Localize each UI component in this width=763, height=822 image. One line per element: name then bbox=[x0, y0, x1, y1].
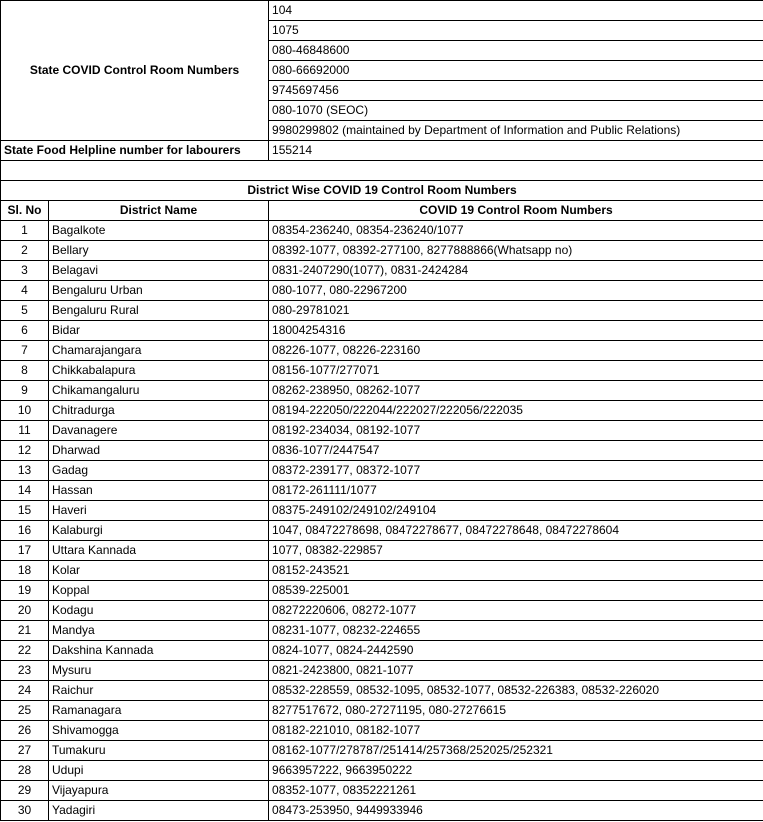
district-numbers: 08352-1077, 08352221261 bbox=[269, 781, 763, 801]
district-sl-no: 4 bbox=[1, 281, 49, 301]
district-numbers: 08539-225001 bbox=[269, 581, 763, 601]
blank-cell bbox=[1, 161, 763, 181]
table-row bbox=[1, 561, 763, 581]
district-sl-no: 10 bbox=[1, 401, 49, 421]
state-label: State COVID Control Room Numbers bbox=[1, 1, 269, 141]
district-name: Dakshina Kannada bbox=[49, 641, 269, 661]
state-number: 080-1070 (SEOC) bbox=[269, 101, 763, 121]
district-name: Udupi bbox=[49, 761, 269, 781]
food-row bbox=[1, 141, 763, 161]
table-row bbox=[1, 681, 763, 701]
header-row bbox=[1, 201, 763, 221]
district-name: Vijayapura bbox=[49, 781, 269, 801]
table-row bbox=[1, 661, 763, 681]
district-name: Tumakuru bbox=[49, 741, 269, 761]
district-numbers: 080-29781021 bbox=[269, 301, 763, 321]
district-numbers: 080-1077, 080-22967200 bbox=[269, 281, 763, 301]
district-name: Bagalkote bbox=[49, 221, 269, 241]
table-row bbox=[1, 601, 763, 621]
district-name: Kodagu bbox=[49, 601, 269, 621]
state-number: 9745697456 bbox=[269, 81, 763, 101]
district-sl-no: 12 bbox=[1, 441, 49, 461]
district-numbers: 9663957222, 9663950222 bbox=[269, 761, 763, 781]
district-name: Bengaluru Urban bbox=[49, 281, 269, 301]
state-number: 080-46848600 bbox=[269, 41, 763, 61]
district-sl-no: 18 bbox=[1, 561, 49, 581]
district-sl-no: 23 bbox=[1, 661, 49, 681]
district-numbers: 08372-239177, 08372-1077 bbox=[269, 461, 763, 481]
district-numbers: 08272220606, 08272-1077 bbox=[269, 601, 763, 621]
district-name: Belagavi bbox=[49, 261, 269, 281]
district-sl-no: 15 bbox=[1, 501, 49, 521]
district-sl-no: 17 bbox=[1, 541, 49, 561]
district-name: Mysuru bbox=[49, 661, 269, 681]
district-name: Kolar bbox=[49, 561, 269, 581]
district-numbers: 08231-1077, 08232-224655 bbox=[269, 621, 763, 641]
district-numbers: 0824-1077, 0824-2442590 bbox=[269, 641, 763, 661]
table-row bbox=[1, 641, 763, 661]
district-sl-no: 9 bbox=[1, 381, 49, 401]
district-name: Chitradurga bbox=[49, 401, 269, 421]
food-helpline-number: 155214 bbox=[269, 141, 763, 161]
table-row bbox=[1, 501, 763, 521]
district-name: Chamarajangara bbox=[49, 341, 269, 361]
district-sl-no: 1 bbox=[1, 221, 49, 241]
table-row bbox=[1, 321, 763, 341]
table-row bbox=[1, 381, 763, 401]
table-row bbox=[1, 781, 763, 801]
table-row bbox=[1, 361, 763, 381]
district-numbers: 08194-222050/222044/222027/222056/222035 bbox=[269, 401, 763, 421]
district-numbers: 08354-236240, 08354-236240/1077 bbox=[269, 221, 763, 241]
district-numbers: 08192-234034, 08192-1077 bbox=[269, 421, 763, 441]
district-numbers: 08392-1077, 08392-277100, 8277888866(Whatsapp no) bbox=[269, 241, 763, 261]
district-numbers: 0836-1077/2447547 bbox=[269, 441, 763, 461]
table-row bbox=[1, 741, 763, 761]
district-sl-no: 28 bbox=[1, 761, 49, 781]
district-name: Bidar bbox=[49, 321, 269, 341]
district-sl-no: 14 bbox=[1, 481, 49, 501]
district-name: Chikkabalapura bbox=[49, 361, 269, 381]
district-name: Gadag bbox=[49, 461, 269, 481]
header-district-name: District Name bbox=[49, 201, 269, 221]
district-numbers: 08162-1077/278787/251414/257368/252025/252321 bbox=[269, 741, 763, 761]
table-row bbox=[1, 521, 763, 541]
district-section-title: District Wise COVID 19 Control Room Numbers bbox=[1, 181, 763, 201]
table-row bbox=[1, 481, 763, 501]
district-sl-no: 3 bbox=[1, 261, 49, 281]
district-sl-no: 27 bbox=[1, 741, 49, 761]
district-name: Kalaburgi bbox=[49, 521, 269, 541]
district-numbers: 8277517672, 080-27271195, 080-27276615 bbox=[269, 701, 763, 721]
table-row bbox=[1, 261, 763, 281]
table-row bbox=[1, 541, 763, 561]
table-row bbox=[1, 241, 763, 261]
district-numbers: 1077, 08382-229857 bbox=[269, 541, 763, 561]
district-name: Yadagiri bbox=[49, 801, 269, 821]
district-numbers: 08473-253950, 9449933946 bbox=[269, 801, 763, 821]
table-row bbox=[1, 801, 763, 821]
district-sl-no: 21 bbox=[1, 621, 49, 641]
district-name: Bengaluru Rural bbox=[49, 301, 269, 321]
district-numbers: 08226-1077, 08226-223160 bbox=[269, 341, 763, 361]
state-row bbox=[1, 1, 763, 21]
table-row bbox=[1, 301, 763, 321]
header-sl-no: Sl. No bbox=[1, 201, 49, 221]
table-row bbox=[1, 621, 763, 641]
state-number: 9980299802 (maintained by Department of Information and Public Relations) bbox=[269, 121, 763, 141]
district-sl-no: 22 bbox=[1, 641, 49, 661]
table-row bbox=[1, 721, 763, 741]
state-number: 080-66692000 bbox=[269, 61, 763, 81]
table-row bbox=[1, 341, 763, 361]
state-number: 1075 bbox=[269, 21, 763, 41]
district-numbers: 08156-1077/277071 bbox=[269, 361, 763, 381]
district-numbers: 08172-261111/1077 bbox=[269, 481, 763, 501]
district-name: Uttara Kannada bbox=[49, 541, 269, 561]
district-name: Haveri bbox=[49, 501, 269, 521]
district-sl-no: 6 bbox=[1, 321, 49, 341]
district-sl-no: 5 bbox=[1, 301, 49, 321]
district-name: Shivamogga bbox=[49, 721, 269, 741]
district-sl-no: 19 bbox=[1, 581, 49, 601]
district-sl-no: 25 bbox=[1, 701, 49, 721]
district-sl-no: 26 bbox=[1, 721, 49, 741]
table-row bbox=[1, 761, 763, 781]
district-sl-no: 7 bbox=[1, 341, 49, 361]
food-helpline-label: State Food Helpline number for labourers bbox=[1, 141, 269, 161]
district-sl-no: 13 bbox=[1, 461, 49, 481]
district-name: Chikamangaluru bbox=[49, 381, 269, 401]
district-sl-no: 2 bbox=[1, 241, 49, 261]
header-control-room-numbers: COVID 19 Control Room Numbers bbox=[269, 201, 763, 221]
state-number: 104 bbox=[269, 1, 763, 21]
district-numbers: 08262-238950, 08262-1077 bbox=[269, 381, 763, 401]
district-sl-no: 16 bbox=[1, 521, 49, 541]
district-name: Dharwad bbox=[49, 441, 269, 461]
district-numbers: 08532-228559, 08532-1095, 08532-1077, 08532-226383, 08532-226020 bbox=[269, 681, 763, 701]
district-name: Raichur bbox=[49, 681, 269, 701]
district-sl-no: 11 bbox=[1, 421, 49, 441]
district-name: Koppal bbox=[49, 581, 269, 601]
table-row bbox=[1, 461, 763, 481]
district-sl-no: 20 bbox=[1, 601, 49, 621]
table-row bbox=[1, 701, 763, 721]
district-sl-no: 24 bbox=[1, 681, 49, 701]
table-row bbox=[1, 421, 763, 441]
district-numbers: 0821-2423800, 0821-1077 bbox=[269, 661, 763, 681]
district-name: Bellary bbox=[49, 241, 269, 261]
district-sl-no: 30 bbox=[1, 801, 49, 821]
district-name: Hassan bbox=[49, 481, 269, 501]
table-row bbox=[1, 581, 763, 601]
table-row bbox=[1, 401, 763, 421]
district-numbers: 08152-243521 bbox=[269, 561, 763, 581]
district-numbers: 18004254316 bbox=[269, 321, 763, 341]
table-row bbox=[1, 281, 763, 301]
district-numbers: 08375-249102/249102/249104 bbox=[269, 501, 763, 521]
district-numbers: 0831-2407290(1077), 0831-2424284 bbox=[269, 261, 763, 281]
district-name: Mandya bbox=[49, 621, 269, 641]
district-numbers: 08182-221010, 08182-1077 bbox=[269, 721, 763, 741]
district-sl-no: 29 bbox=[1, 781, 49, 801]
blank-row bbox=[1, 161, 763, 181]
table-row bbox=[1, 441, 763, 461]
district-numbers: 1047, 08472278698, 08472278677, 08472278648, 08472278604 bbox=[269, 521, 763, 541]
district-name: Davanagere bbox=[49, 421, 269, 441]
district-name: Ramanagara bbox=[49, 701, 269, 721]
district-sl-no: 8 bbox=[1, 361, 49, 381]
table-row bbox=[1, 221, 763, 241]
section-title-row bbox=[1, 181, 763, 201]
